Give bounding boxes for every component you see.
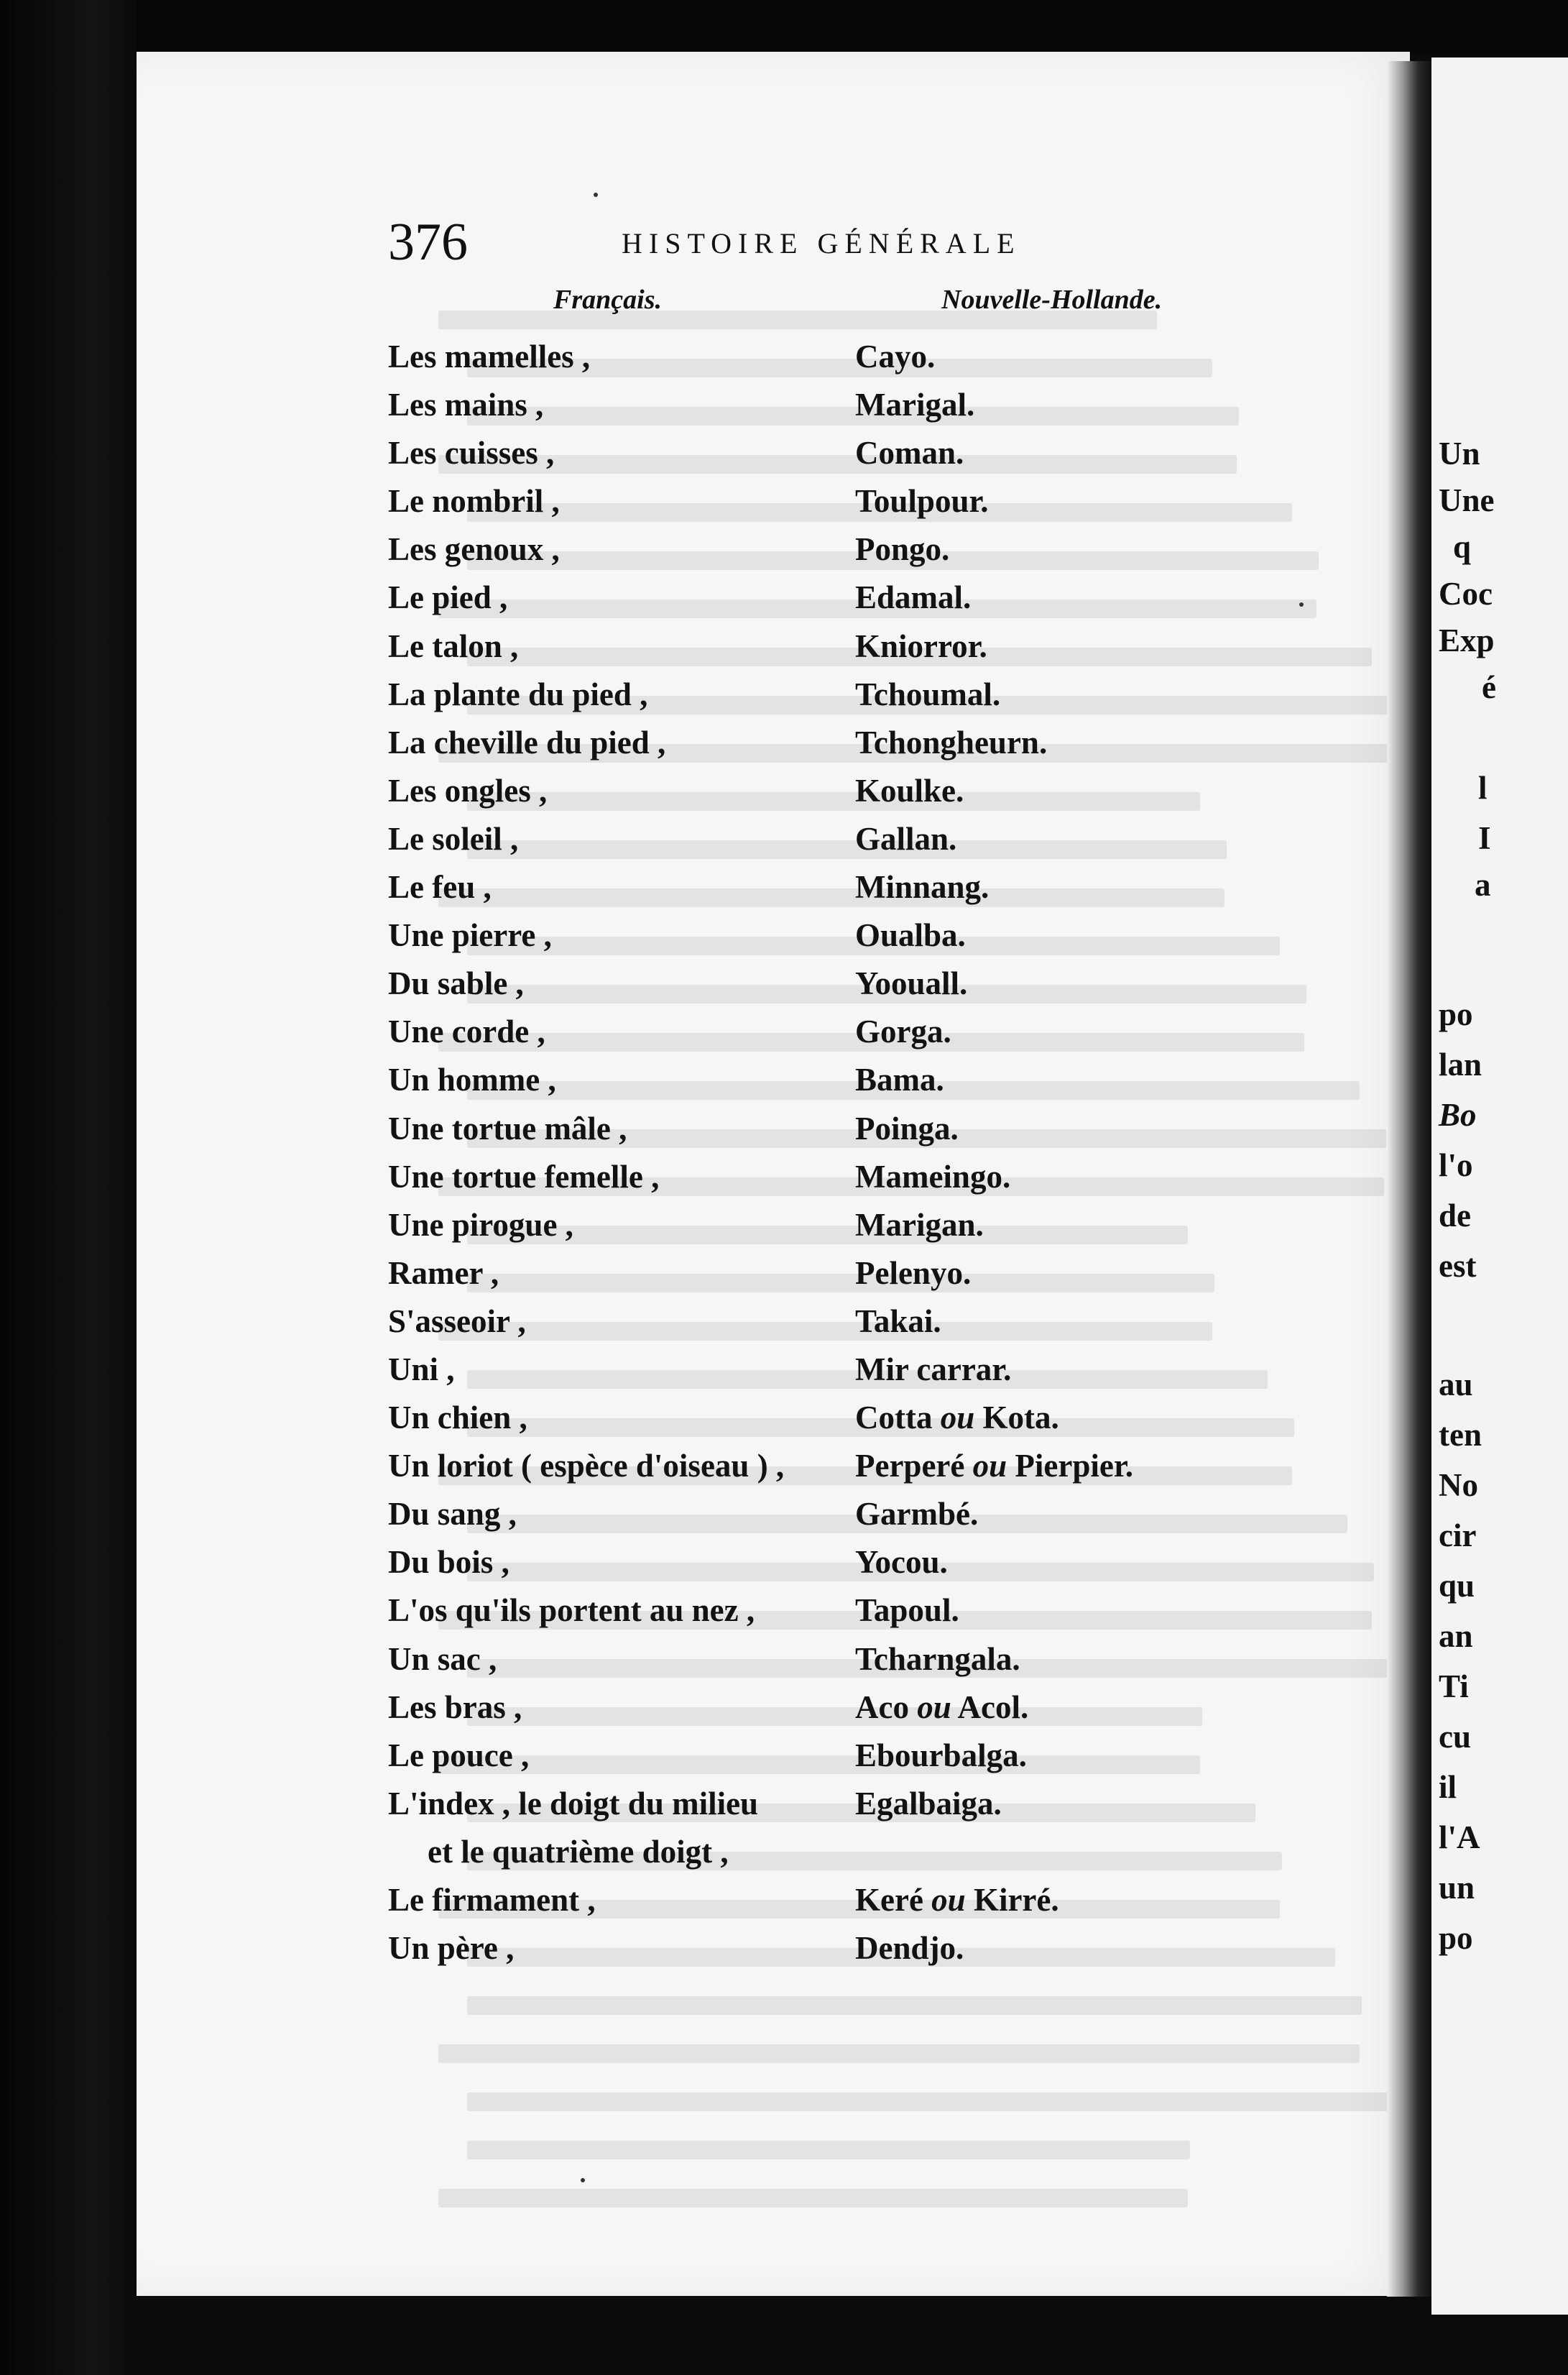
french-term: Du sang , xyxy=(388,1496,517,1533)
facing-page-fragment: po xyxy=(1439,996,1473,1032)
show-through-line xyxy=(438,2189,1188,2208)
nouvelle-hollande-term: Ebourbalga. xyxy=(855,1737,1027,1773)
nouvelle-hollande-term: Minnang. xyxy=(855,869,990,906)
vocabulary-table xyxy=(388,333,1394,1972)
show-through-line xyxy=(467,2093,1415,2111)
french-term: Les genoux , xyxy=(388,531,560,568)
nouvelle-hollande-term: Kniorror. xyxy=(855,628,987,664)
nouvelle-hollande-term xyxy=(855,1683,1028,1732)
vocabulary-row xyxy=(388,1201,1394,1249)
facing-page-fragment: cir xyxy=(1439,1517,1477,1553)
term-variant: Kota. xyxy=(982,1400,1059,1436)
column-header-nouvelle-hollande: Nouvelle-Hollande. xyxy=(941,285,1163,315)
french-term: Du sable , xyxy=(388,965,524,1002)
french-term: Les ongles , xyxy=(388,772,548,809)
facing-page-fragment: un xyxy=(1439,1870,1475,1906)
french-term: Les mamelles , xyxy=(388,339,591,375)
show-through-line xyxy=(438,2044,1360,2063)
facing-page-fragment: po xyxy=(1439,1920,1473,1956)
facing-page-fragment: Un xyxy=(1439,436,1480,472)
nouvelle-hollande-term: Tchoumal. xyxy=(855,676,1001,712)
french-term: La plante du pied , xyxy=(388,676,648,712)
nouvelle-hollande-term: Marigal. xyxy=(855,387,975,423)
vocabulary-row xyxy=(388,1876,1394,1924)
term-variant: Kirré. xyxy=(973,1882,1059,1918)
show-through-line xyxy=(467,2141,1190,2159)
nouvelle-hollande-term: Coman. xyxy=(855,435,964,472)
vocabulary-row xyxy=(388,1635,1394,1683)
ink-speck xyxy=(1299,602,1304,607)
vocabulary-row xyxy=(388,1490,1394,1538)
french-term: Un père , xyxy=(388,1930,515,1967)
vocabulary-row xyxy=(388,477,1394,525)
facing-page-fragment: ten xyxy=(1439,1417,1482,1453)
term-variant: Keré xyxy=(855,1882,923,1918)
nouvelle-hollande-term: Edamal. xyxy=(855,579,972,616)
vocabulary-row xyxy=(388,623,1394,671)
facing-page-fragment: No xyxy=(1439,1467,1478,1503)
french-term: Le feu , xyxy=(388,869,492,906)
nouvelle-hollande-term: Tcharngala. xyxy=(855,1640,1020,1677)
french-term: Les bras , xyxy=(388,1689,522,1725)
vocabulary-row xyxy=(388,1394,1394,1442)
vocabulary-row xyxy=(388,719,1394,767)
vocabulary-row xyxy=(388,1924,1394,1972)
ink-speck xyxy=(581,2178,585,2182)
facing-page-fragment: Une xyxy=(1439,482,1495,518)
french-term: Le nombril , xyxy=(388,483,560,520)
vocabulary-row xyxy=(388,671,1394,719)
facing-page-fragment: lan xyxy=(1439,1047,1482,1083)
nouvelle-hollande-term: Marigan. xyxy=(855,1206,984,1243)
nouvelle-hollande-term: Yocou. xyxy=(855,1544,948,1581)
french-term: S'asseoir , xyxy=(388,1303,526,1339)
or-connector: ou xyxy=(931,1882,966,1918)
french-term: Les mains , xyxy=(388,387,544,423)
nouvelle-hollande-term: Dendjo. xyxy=(855,1930,964,1967)
or-connector: ou xyxy=(940,1400,975,1436)
facing-page-fragment: Bo xyxy=(1439,1097,1477,1133)
facing-page-fragment: l xyxy=(1478,770,1488,806)
term-variant: Cotta xyxy=(855,1400,933,1436)
facing-page-fragment: au xyxy=(1439,1366,1473,1402)
or-connector: ou xyxy=(972,1448,1007,1484)
vocabulary-row xyxy=(388,1732,1394,1780)
nouvelle-hollande-term: Bama. xyxy=(855,1062,944,1098)
column-header-french: Français. xyxy=(553,285,662,315)
facing-page-fragment: Exp xyxy=(1439,623,1495,658)
vocabulary-row xyxy=(388,911,1394,960)
term-variant: Aco xyxy=(855,1689,909,1725)
vocabulary-row xyxy=(388,863,1394,911)
facing-page-fragment: an xyxy=(1439,1618,1473,1654)
french-term: Une tortue femelle , xyxy=(388,1158,660,1195)
nouvelle-hollande-term: Garmbé. xyxy=(855,1496,979,1533)
french-term: Un homme , xyxy=(388,1062,556,1098)
vocabulary-row xyxy=(388,1249,1394,1297)
vocabulary-row xyxy=(388,1538,1394,1586)
nouvelle-hollande-term: Tapoul. xyxy=(855,1592,959,1629)
vocabulary-row xyxy=(388,1586,1394,1635)
facing-page-fragment: I xyxy=(1478,820,1491,856)
facing-page-fragment: Ti xyxy=(1439,1668,1469,1704)
french-term: Une corde , xyxy=(388,1014,545,1050)
french-term: Le firmament , xyxy=(388,1882,596,1918)
nouvelle-hollande-term: Poinga. xyxy=(855,1110,959,1147)
french-term: Le pied , xyxy=(388,579,508,616)
nouvelle-hollande-term: Gallan. xyxy=(855,820,957,857)
vocabulary-row xyxy=(388,1105,1394,1153)
french-term: Ramer , xyxy=(388,1254,499,1291)
french-term: L'index , le doigt du milieu xyxy=(388,1785,759,1822)
facing-page-fragment: de xyxy=(1439,1198,1471,1234)
french-term: Une pierre , xyxy=(388,917,552,954)
vocabulary-row xyxy=(388,429,1394,477)
term-variant: Acol. xyxy=(957,1689,1029,1725)
vocabulary-row xyxy=(388,767,1394,815)
term-variant: Perperé xyxy=(855,1448,965,1484)
french-term: Le pouce , xyxy=(388,1737,530,1773)
nouvelle-hollande-term xyxy=(855,1876,1059,1924)
french-term: Du bois , xyxy=(388,1544,509,1581)
facing-page-fragment: é xyxy=(1482,669,1496,705)
vocabulary-row xyxy=(388,574,1394,622)
page-title: HISTOIRE GÉNÉRALE xyxy=(622,227,1021,259)
facing-page-fragment: q xyxy=(1453,529,1472,565)
french-term: Un chien , xyxy=(388,1400,527,1436)
nouvelle-hollande-term: Egalbaiga. xyxy=(855,1785,1002,1822)
facing-page-fragment: l'o xyxy=(1439,1147,1473,1183)
french-term: Un loriot ( espèce d'oiseau ) , xyxy=(388,1448,785,1484)
vocabulary-row xyxy=(388,1056,1394,1104)
nouvelle-hollande-term: Pongo. xyxy=(855,531,950,568)
french-term: Le soleil , xyxy=(388,820,519,857)
scan-left-border xyxy=(0,0,137,2375)
french-term: et le quatrième doigt , xyxy=(428,1833,729,1870)
facing-page-fragment: a xyxy=(1475,867,1491,903)
french-term: Une tortue mâle , xyxy=(388,1110,627,1147)
vocabulary-row xyxy=(388,333,1394,381)
french-term: Le talon , xyxy=(388,628,519,664)
facing-page-fragment: l'A xyxy=(1439,1819,1480,1855)
or-connector: ou xyxy=(917,1689,951,1725)
vocabulary-row xyxy=(388,1153,1394,1201)
french-term: Uni , xyxy=(388,1351,455,1387)
vocabulary-row xyxy=(388,960,1394,1008)
french-term: Une pirogue , xyxy=(388,1206,573,1243)
french-term: Un sac , xyxy=(388,1640,497,1677)
book-gutter xyxy=(1387,61,1431,2297)
vocabulary-row xyxy=(388,1008,1394,1056)
facing-page-fragment: cu xyxy=(1439,1719,1471,1755)
show-through-line xyxy=(467,1996,1362,2015)
vocabulary-row xyxy=(388,1683,1394,1732)
nouvelle-hollande-term: Toulpour. xyxy=(855,483,989,520)
nouvelle-hollande-term: Oualba. xyxy=(855,917,966,954)
nouvelle-hollande-term: Mameingo. xyxy=(855,1158,1011,1195)
nouvelle-hollande-term: Koulke. xyxy=(855,772,964,809)
nouvelle-hollande-term: Takai. xyxy=(855,1303,941,1339)
french-term: La cheville du pied , xyxy=(388,724,666,761)
french-term: Les cuisses , xyxy=(388,435,555,472)
nouvelle-hollande-term: Mir carrar. xyxy=(855,1351,1012,1387)
vocabulary-row xyxy=(388,1346,1394,1394)
nouvelle-hollande-term: Pelenyo. xyxy=(855,1254,972,1291)
nouvelle-hollande-term: Yoouall. xyxy=(855,965,968,1002)
facing-page-fragment: qu xyxy=(1439,1568,1475,1604)
nouvelle-hollande-term: Gorga. xyxy=(855,1014,951,1050)
nouvelle-hollande-term: Cayo. xyxy=(855,339,936,375)
vocabulary-row xyxy=(388,1442,1394,1490)
facing-page xyxy=(1431,58,1568,2315)
page-number: 376 xyxy=(388,213,468,272)
facing-page-fragment: Coc xyxy=(1439,576,1493,612)
nouvelle-hollande-term: Tchongheurn. xyxy=(855,724,1048,761)
vocabulary-row xyxy=(388,815,1394,863)
nouvelle-hollande-term xyxy=(855,1442,1133,1490)
facing-page-fragment: il xyxy=(1439,1769,1457,1805)
french-term: L'os qu'ils portent au nez , xyxy=(388,1592,755,1629)
term-variant: Pierpier. xyxy=(1015,1448,1133,1484)
vocabulary-row xyxy=(388,525,1394,574)
vocabulary-row xyxy=(388,1780,1394,1828)
scan-top-border xyxy=(0,0,1568,54)
vocabulary-row xyxy=(388,1828,1394,1876)
ink-speck xyxy=(594,193,598,197)
running-head xyxy=(388,212,1337,270)
facing-page-fragment: est xyxy=(1439,1248,1477,1284)
vocabulary-row xyxy=(388,1297,1394,1346)
nouvelle-hollande-term xyxy=(855,1394,1059,1442)
vocabulary-row xyxy=(388,381,1394,429)
